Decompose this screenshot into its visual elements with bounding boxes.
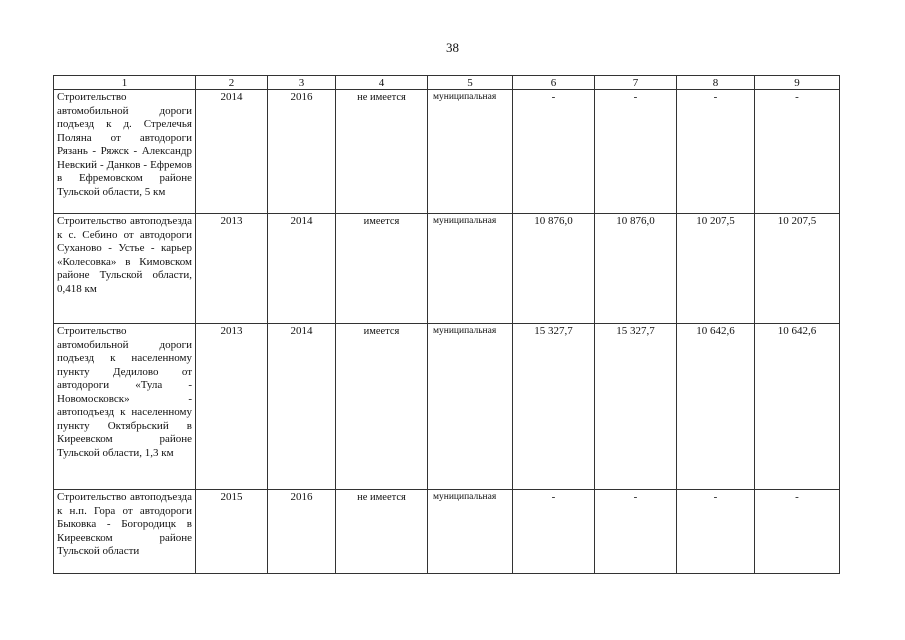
- column-header: 4: [336, 76, 428, 90]
- ownership-cell: муниципальная: [428, 324, 513, 490]
- status-cell: имеется: [336, 214, 428, 324]
- column-header: 1: [54, 76, 196, 90]
- value-cell: 10 876,0: [513, 214, 595, 324]
- object-name: Строительство автоподъезда к с. Себино от автодороги Суханово - Устье - карьер «Колесовка» в Кимовском районе Тульской области, 0,418 км: [54, 214, 196, 324]
- data-table: [53, 75, 840, 574]
- column-header: 2: [196, 76, 268, 90]
- value-cell: 10 642,6: [755, 324, 840, 490]
- end-year: 2016: [268, 490, 336, 574]
- table-row: [54, 90, 840, 214]
- status-cell: имеется: [336, 324, 428, 490]
- value-cell: -: [755, 490, 840, 574]
- end-year: 2014: [268, 214, 336, 324]
- value-cell: 10 876,0: [595, 214, 677, 324]
- value-cell: -: [595, 490, 677, 574]
- value-cell: -: [513, 490, 595, 574]
- table-row: [54, 324, 840, 490]
- end-year: 2014: [268, 324, 336, 490]
- object-name: Строительство автомобильной дороги подъезд к населенному пункту Дедилово от автодороги «Тула - Новомосковск» - автоподъезд к населенному пункту Октябрьский в Киреевском районе Тульской области, 1,3 км: [54, 324, 196, 490]
- table-row: [54, 490, 840, 574]
- page-number: 38: [446, 40, 459, 55]
- start-year: 2015: [196, 490, 268, 574]
- value-cell: 10 642,6: [677, 324, 755, 490]
- column-header: 8: [677, 76, 755, 90]
- header-row: [54, 76, 840, 90]
- value-cell: -: [513, 90, 595, 214]
- ownership-cell: муниципальная: [428, 490, 513, 574]
- start-year: 2014: [196, 90, 268, 214]
- column-header: 5: [428, 76, 513, 90]
- ownership-cell: муниципальная: [428, 214, 513, 324]
- value-cell: -: [677, 490, 755, 574]
- status-cell: не имеется: [336, 90, 428, 214]
- value-cell: -: [677, 90, 755, 214]
- value-cell: 10 207,5: [755, 214, 840, 324]
- object-name: Строительство автоподъезда к н.п. Гора от автодороги Быковка - Богородицк в Киреевском районе Тульской области: [54, 490, 196, 574]
- table-row: [54, 214, 840, 324]
- value-cell: -: [755, 90, 840, 214]
- ownership-cell: муниципальная: [428, 90, 513, 214]
- column-header: 9: [755, 76, 840, 90]
- column-header: 3: [268, 76, 336, 90]
- value-cell: 15 327,7: [513, 324, 595, 490]
- status-cell: не имеется: [336, 490, 428, 574]
- object-name: Строительство автомобильной дороги подъезд к д. Стрелечья Поляна от автодороги Рязань - Ряжск - Александр Невский - Данков - Ефремов в Ефремовском районе Тульской области, 5 км: [54, 90, 196, 214]
- value-cell: 15 327,7: [595, 324, 677, 490]
- value-cell: 10 207,5: [677, 214, 755, 324]
- end-year: 2016: [268, 90, 336, 214]
- column-header: 7: [595, 76, 677, 90]
- column-header: 6: [513, 76, 595, 90]
- value-cell: -: [595, 90, 677, 214]
- start-year: 2013: [196, 214, 268, 324]
- start-year: 2013: [196, 324, 268, 490]
